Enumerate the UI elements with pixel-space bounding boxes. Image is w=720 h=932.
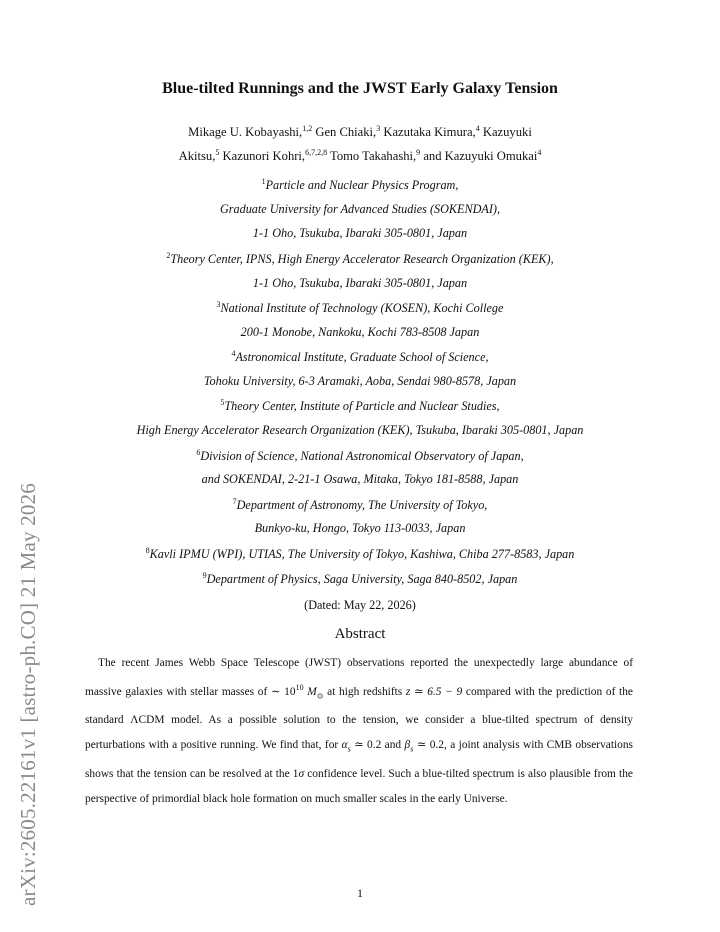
author: Tomo Takahashi,$^9$ [330, 148, 421, 163]
author: Kazutaka Kimura,$^4$ [383, 124, 480, 139]
abstract-heading: Abstract [334, 626, 386, 642]
affiliation-line: 1-1 Oho, Tsukuba, Ibaraki 305-0801, Japan [252, 276, 468, 290]
author: and Kazuyuki Omukai$^4$ [423, 148, 542, 163]
affiliation-line: $^3$National Institute of Technology (KOSEN), Kochi College [216, 300, 504, 315]
author: Kazunori Kohri,$^{6,7,2,8}$ [222, 148, 328, 163]
affiliation-line: $^1$Particle and Nuclear Physics Program, [261, 177, 459, 192]
author: Mikage U. Kobayashi,$^{1,2}$ [188, 124, 313, 139]
paper-title: Blue-tilted Runnings and the JWST Early Galaxy Tension [162, 80, 558, 97]
math-mass: ∼ $10^{10}$ $M_⊙$ [270, 682, 324, 700]
math-beta: $\beta_s$ ≃ 0.2, [404, 739, 447, 754]
author: Akitsu,$^5$ [178, 148, 220, 163]
arxiv-identifier: arXiv:2605.22161v1 [astro-ph.CO] 21 May 2026 [16, 483, 40, 906]
dated-line: (Dated: May 22, 2026) [304, 598, 416, 612]
math-alpha: $\alpha_s$ ≃ 0.2 and [341, 739, 402, 754]
affiliation-line: $^7$Department of Astronomy, The University of Tokyo, [232, 497, 488, 512]
affiliation-line: and SOKENDAI, 2-21-1 Osawa, Mitaka, Tokyo 181-8588, Japan [201, 472, 519, 486]
affiliation-line: Tohoku University, 6-3 Aramaki, Aoba, Sendai 980-8578, Japan [203, 374, 517, 388]
author: Gen Chiaki,$^3$ [315, 124, 381, 139]
affiliation-line: Graduate University for Advanced Studies (SOKENDAI), [219, 202, 501, 216]
affiliation-line: $^9$Department of Physics, Saga University, Saga 840-8502, Japan [202, 571, 518, 586]
affiliation-line: 200-1 Monobe, Nankoku, Kochi 783-8508 Japan [240, 325, 480, 339]
abstract-body: The recent James Webb Space Telescope (JWST) observations reported the unexpectedly large abundance of massive galaxies with stellar masses of ∼ $10^{10}$ $M_⊙$ at high redshifts z ≃ 6.5 − 9 compared with the prediction of the standard ΛCDM model. As a possible solution to the tension, we consider a blue-tilted spectrum of density perturbations with a positive running. We find that, for $\alpha_s$ ≃ 0.2 and $\beta_s$ ≃ 0.2, a joint analysis with CMB observations shows that the tension can be resolved at the 1σ confidence level. Such a blue-tilted spectrum is also plausible from the perspective of primordial black hole formation on much smaller scales in the early Universe. [85, 657, 633, 805]
affiliation-line: High Energy Accelerator Research Organization (KEK), Tsukuba, Ibaraki 305-0801, Japan [136, 423, 584, 437]
author-line [0, 148, 720, 164]
author-line [0, 124, 720, 140]
affiliation-line: 1-1 Oho, Tsukuba, Ibaraki 305-0801, Japan [252, 226, 468, 240]
affiliation-line: $^8$Kavli IPMU (WPI), UTIAS, The University of Tokyo, Kashiwa, Chiba 277-8583, Japan [145, 546, 575, 561]
math-sigma: σ [298, 767, 305, 780]
affiliation-line: $^5$Theory Center, Institute of Particle and Nuclear Studies, [220, 398, 500, 413]
author: Kazuyuki [482, 125, 532, 139]
affiliation-line: $^2$Theory Center, IPNS, High Energy Accelerator Research Organization (KEK), [166, 251, 554, 266]
page-number: 1 [357, 886, 363, 900]
math-redshift: z ≃ 6.5 − 9 [405, 685, 463, 698]
affiliation-line: $^4$Astronomical Institute, Graduate School of Science, [231, 349, 489, 364]
affiliation-line: $^6$Division of Science, National Astronomical Observatory of Japan, [196, 448, 524, 463]
affiliation-line: Bunkyo-ku, Hongo, Tokyo 113-0033, Japan [254, 521, 466, 535]
